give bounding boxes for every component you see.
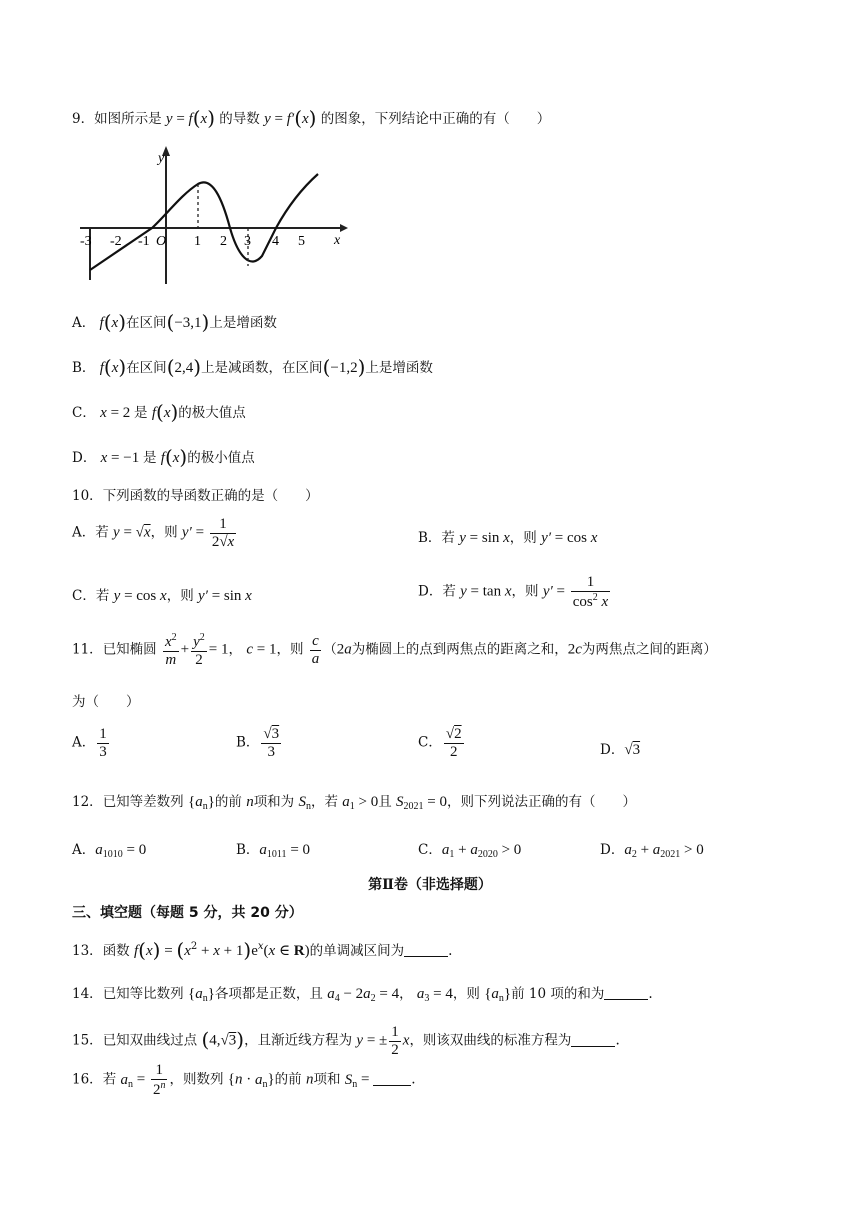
q16: 16．若 $a_n$ = $\frac{1}{2^n}$ ，则数列 $\{n \cdot a_n\}$的前 n项和 $S_n$ = . [72, 1062, 416, 1098]
q9-option-d[interactable]: D． x = −1 是 f(x)的极小值点 [72, 445, 255, 469]
q11-option-a[interactable]: A． $\frac{1}{3}$ [72, 726, 107, 760]
q11-stem: 11．已知椭圆 $\frac{x^2}{m}$ + $\frac{y^2}{2}$ = 1， c = 1，则 $\frac{c}{a}$ （2a为椭圆上的点到两焦点的距离之和，2c为两焦点之间的距离） [72, 632, 717, 668]
q15-answer-blank[interactable] [571, 1032, 615, 1047]
section-three-title: 三、填空题（每题 5 分，共 20 分） [72, 905, 303, 921]
q9-option-c[interactable]: C． x = 2 是 f(x)的极大值点 [72, 400, 246, 424]
tick-label: 2 [220, 234, 227, 249]
q9-number: 9． [72, 111, 95, 127]
q10-stem: 10．下列函数的导函数正确的是（ ） [72, 488, 319, 504]
q12-stem: 12．已知等差数列 $\{a_n\}$的前 n项和为 $S_n$，若 $a_1 > 0$且 $S_{2021} = 0$，则下列说法正确的有（ ） [72, 794, 637, 812]
q10-option-c[interactable]: C．若 y = cos x，则 y′ = sin x [72, 588, 252, 604]
q16-answer-blank[interactable] [373, 1071, 411, 1086]
q11-option-c[interactable]: C． $\frac{√2}{2}$ [418, 726, 462, 760]
tick-label: 1 [194, 234, 201, 249]
q11-option-b[interactable]: B． $\frac{√3}{3}$ [236, 726, 280, 760]
q9-option-b[interactable]: B． f(x)在区间(2,4)上是减函数，在区间(−1,2)上是增函数 [72, 355, 433, 379]
q10-option-d[interactable]: D．若 y = tan x，则 y′ = $\frac{1}{\cos^2 x}$ [418, 574, 609, 610]
q12-option-d[interactable]: D．$a_2 + a_{2021} > 0$ [600, 842, 704, 860]
q9-stem: 9．如图所示是 y = f(x) 的导数 y = f′(x) 的图象，下列结论中正确的有（ ） [72, 106, 551, 130]
q10-option-b[interactable]: B．若 y = sin x，则 y′ = cos x [418, 530, 598, 546]
q12-option-b[interactable]: B．$a_{1011} = 0$ [236, 842, 311, 860]
q12-option-c[interactable]: C．$a_1 + a_{2020} > 0$ [418, 842, 522, 860]
q13: 13．函数 $f(x) = (x^2 + x + 1)e^x(x$ ∈ R)的单调减区间为 . [72, 938, 453, 962]
origin-label: O [156, 234, 167, 249]
derivative-graph [72, 144, 352, 286]
q10-option-a[interactable]: A．若 y = √x，则 y′ = $\frac{1}{2√x}$ [72, 516, 235, 550]
tick-label: 3 [244, 234, 251, 249]
x-axis-label: x [334, 233, 341, 248]
derivative-curve [90, 174, 318, 270]
tick-label: 5 [298, 234, 305, 249]
q13-answer-blank[interactable] [404, 942, 448, 957]
q15: 15．已知双曲线过点 (4,√3)，且渐近线方程为 y = ± $\frac{1}{2}$ x，则该双曲线的标准方程为 . [72, 1024, 620, 1058]
q14: 14．已知等比数列 $\{a_n\}$各项都是正数，且 $a_4 - 2a_2 = 4$， $a_3 = 4$，则 $\{a_n\}$前 10 项的和为 . [72, 986, 653, 1004]
tick-label: -1 [138, 234, 150, 249]
tick-label: 4 [272, 234, 279, 249]
part-two-title: 第Ⅱ卷（非选择题） [368, 877, 492, 893]
q12-option-a[interactable]: A．$a_{1010} = 0$ [72, 842, 147, 860]
q11-stem-cont: 为（ ） [72, 694, 140, 710]
y-axis-label: y [158, 151, 165, 166]
q11-option-d[interactable]: D．√3 [600, 742, 641, 758]
tick-label: -2 [110, 234, 122, 249]
tick-label: -3 [80, 234, 92, 249]
q9-option-a[interactable]: A． f(x)在区间(−3,1)上是增函数 [72, 310, 277, 334]
q14-answer-blank[interactable] [604, 985, 648, 1000]
